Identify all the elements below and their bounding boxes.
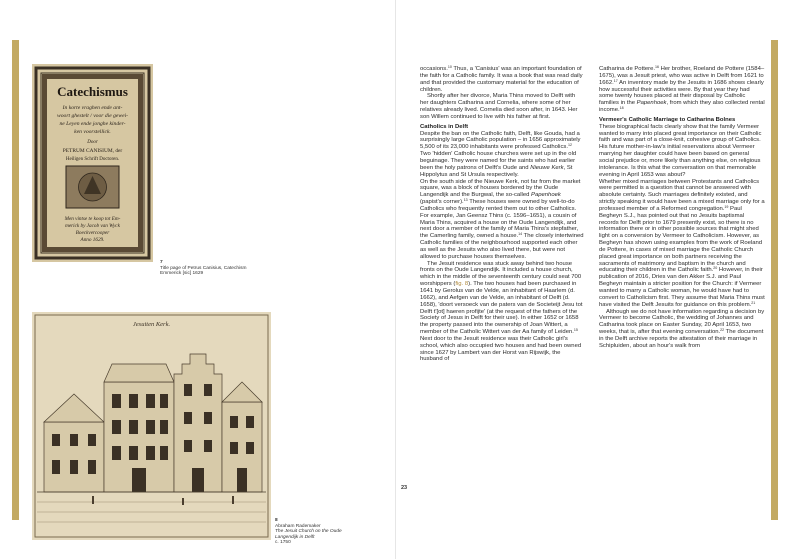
catechism-author: PETRUM CANISIUM, der xyxy=(62,148,123,154)
paragraph: Whether mixed marriages between Protestants and Catholics were permitted is a question that cannot be answered with absolute certainty. Such marriages definitely existed, and strictly speaking it would have been a mixed marriage only for a professed member of a Reformed congregation.$^{19}$ Paul Begheyn S.J., has pointed out that no Jesuits baptismal records for Delft prior to 1679 presently exist, so there is no information there or in other possible sources that might shed light on a conversion by Vermeer to Catholicism. However, as Begheyn has shown using examples from the work of Roeland de Pottere, in cases of mixed marriage the Catholic Church placed great importance on both partners receiving the sacraments of matrimony and baptism in the church and educating their children in the Catholic faith.$^{20}$ However, in their publication of 2016, Dries van den Akker S.J. and Paul Begheyn maintain a stricter position for the Church: if Vermeer wanted to marry a Catholic woman, he would have had to convert to Catholicism first. They assume that Maria Thins must have visited the Delft Jesuits for guidance on this problem.$^{21}$ xyxy=(599,178,765,308)
text-column-2 xyxy=(599,66,765,350)
catechism-imprint-4: Anno 1629. xyxy=(80,237,105,243)
engraving-title-text: Jesuiten Kerk. xyxy=(132,321,171,328)
catechism-imprint-1: Men vintse te koop tot Em- xyxy=(64,216,121,222)
paragraph: occasions.$^{10}$ Thus, a 'Canisius' was an important foundation of the faith for a Catholic family. It was a book that was read daily and that provided the customary material for the education of children. xyxy=(420,65,583,93)
paragraph: Despite the ban on the Catholic faith, Delft, like Gouda, had a surprisingly large Catholic population – in 1656 approximately 5,500 of its 23,000 inhabitants were professed Catholics.$^{12}$ Two 'hidden' Catholic house churches were set up in the old beguinage. They were named for the saints who had earlier been the holy patrons of Delft's Oude and Nieuwe Kerk, St Hippolytus and St Ursula respectively. xyxy=(420,130,581,178)
figure-7-caption xyxy=(160,260,260,277)
paragraph: The Jesuit residence was stuck away behind two house fronts on the Oude Langendijk. It included a house church, which in the middle of the seventeenth century could seat 700 worshippers (fig. 8). The two houses had been purchased in 1641 by Gerolus van de Velde, an inhabitant of Haarlem (d. 1662), and Aefgen van de Velde, an inhabitant of Delft (d. 1658), 'doort versoeck van de paters van de Societeijt Jesu tot Delft t'[ot] haeren profijte' (at the request of the fathers of the Society of Jesus in Delft for their use). In either 1652 or 1658 the property passed into the ownership of Joan Wittert, a member of the Catholic Wittert van der Aa family of Leiden.$^{15}$ Next door to the Jesuit residence was their Catholic girl's school, which also occupied two houses and had been owned since 1627 by Lambert van der Horst van Rijswijk, the husband of xyxy=(420,260,583,363)
catechism-line-4: ken voorstellick. xyxy=(74,129,111,135)
catechism-by: Door xyxy=(87,140,98,145)
section-heading-catholic-marriage: Vermeer's Catholic Marriage to Catharina Bolnes xyxy=(599,116,736,123)
catechism-line-1: In korte vraghen ende ant- xyxy=(62,105,123,111)
catechism-author-2: Heiligen Schrift Doctoren. xyxy=(65,157,120,162)
left-accent-bar xyxy=(12,40,19,520)
section-heading-catholics-in-delft: Catholics in Delft xyxy=(420,123,469,130)
catechism-imprint-3: Boeckvercooper xyxy=(75,230,110,236)
catechism-line-3: ne Leyen ende jonghe kinder- xyxy=(59,121,126,127)
figure-8-number: 8 xyxy=(275,518,278,523)
paragraph: Catharina de Pottere.$^{16}$ Her brother, Roeland de Pottere (1584–1675), was a Jesuit priest, who was active in Delft from 1621 to 1662.17 An inventory made by the Jesuits in 1686 shows clearly how successful their activities were. By that year they had some twenty houses placed at their disposal by Catholic families in the Papenhoek, from which they also collected rental income.$^{18}$ xyxy=(599,65,765,114)
paragraph: Although we do not have information regarding a decision by Vermeer to become Catholic, the wedding of Johannes and Catharina took place on Easter Sunday, 20 April 1653, two weeks, that is, after that evening conversation.$^{22}$ The document in the Delft archive reports the attestation of their marriage in Schipluiden, about an hour's walk from xyxy=(599,308,765,349)
catechism-title-text: Catechismus xyxy=(57,84,128,99)
paragraph: These biographical facts clearly show that the family Vermeer wanted to marry into placed great importance on their Catholic faith and was part of a close-knit, cohesive group of Catholics. His future mother-in-law's initial reservations about Vermeer marrying her daughter could have been based on general social prejudice or, more likely than anything else, on religious intolerance. Is this what the conversation on that memorable evening in April 1653 was about? xyxy=(599,123,762,178)
right-accent-bar xyxy=(771,40,778,520)
figure-8-title: The Jesuit Church on the Oude Langendijk in Delft xyxy=(275,529,342,540)
paragraph: Shortly after her divorce, Maria Thins moved to Delft with her daughters Catharina and Cornelia, where some of her relatives already lived. Cornelia died soon after, in 1643. Her son Willem continued to live with his father at first. xyxy=(420,93,578,120)
text-column-1 xyxy=(420,66,584,363)
figure-7-source: Emmerick [sic] 1629 xyxy=(160,271,204,277)
catechism-imprint-2: merick by Jacob van Wyck xyxy=(65,223,120,229)
catechism-line-2: woort ghestelt / voor die gewei- xyxy=(57,113,128,119)
page-number: 23 xyxy=(401,485,408,491)
figure-8-link[interactable]: fig. 8 xyxy=(455,281,469,288)
figure-8-caption xyxy=(275,518,355,546)
figure-8-date: c. 1750 xyxy=(275,540,291,546)
paragraph: On the south side of the Nieuwe Kerk, not far from the market square, was a block of houses bordered by the Oude Langendijk and the Burgwal, the so-called Papenhoek (papist's corner).$^{13}$ These houses were owned by well-to-do Catholics who frequently rented them out to other Catholics. For example, Jan Geensz Thins (c. 1596–1651), a cousin of Maria Thins, acquired a house on the Oude Langendijk, and next door a member of the family of Maria Thins's stepfather, the Camerling family, owned a house.$^{14}$ The closely intertwined Catholic families of the neighbourhood supported each other as well as the Jesuits who also lived there, but were not allowed to purchase houses themselves. xyxy=(420,178,584,260)
jesuit-church-engraving-image xyxy=(32,312,271,540)
figure-7-title: Title page of Petrus Canisius, Catechism xyxy=(160,265,247,271)
figure-7-number: 7 xyxy=(160,260,163,265)
figure-8-author: Abraham Rademaker xyxy=(275,523,321,529)
catechism-title-page-image xyxy=(32,64,153,262)
book-gutter xyxy=(395,0,396,559)
